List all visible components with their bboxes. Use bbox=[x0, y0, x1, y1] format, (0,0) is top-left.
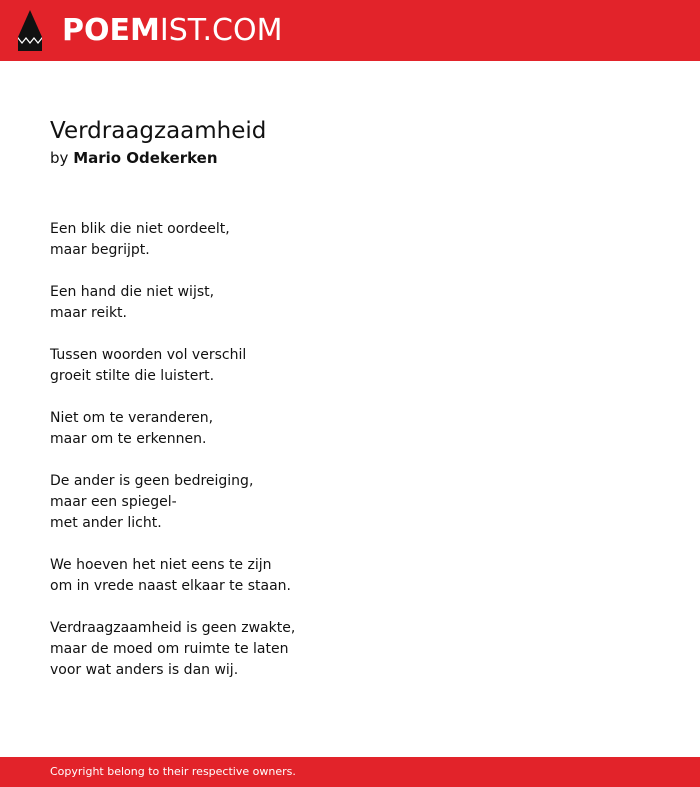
poem-line: maar begrijpt. bbox=[50, 242, 150, 258]
poem-line: groeit stilte die luistert. bbox=[50, 368, 215, 384]
stanza bbox=[50, 471, 650, 534]
logo-text-light: IST.COM bbox=[159, 13, 283, 48]
stanza bbox=[50, 555, 650, 597]
poem-line: maar de moed om ruimte te laten bbox=[50, 641, 289, 657]
poem-line: om in vrede naast elkaar te staan. bbox=[50, 578, 291, 594]
pencil-icon bbox=[18, 10, 42, 51]
site-header bbox=[0, 0, 700, 61]
stanza bbox=[50, 345, 650, 387]
by-label: by bbox=[50, 149, 69, 167]
poem-line: Niet om te veranderen, bbox=[50, 410, 214, 426]
poem-line: met ander licht. bbox=[50, 515, 162, 531]
poem-line: De ander is geen bedreiging, bbox=[50, 473, 254, 489]
poem-line: maar om te erkennen. bbox=[50, 431, 207, 447]
poem-byline bbox=[50, 147, 650, 169]
poem-line: maar reikt. bbox=[50, 305, 127, 321]
site-footer bbox=[0, 757, 700, 787]
poem-content bbox=[50, 115, 650, 702]
poem-line: Tussen woorden vol verschil bbox=[50, 347, 247, 363]
site-logo[interactable] bbox=[18, 10, 282, 51]
poem-line: We hoeven het niet eens te zijn bbox=[50, 557, 272, 573]
stanza bbox=[50, 282, 650, 324]
poem-body bbox=[50, 219, 650, 681]
logo-text bbox=[62, 10, 282, 51]
author-name: Mario Odekerken bbox=[73, 149, 218, 167]
poem-line: voor wat anders is dan wij. bbox=[50, 662, 239, 678]
copyright-notice: Copyright belong to their respective owners. bbox=[50, 765, 296, 778]
poem-title: Verdraagzaamheid bbox=[50, 118, 267, 144]
stanza bbox=[50, 219, 650, 261]
poem-line: Verdraagzaamheid is geen zwakte, bbox=[50, 620, 296, 636]
stanza bbox=[50, 408, 650, 450]
logo-text-bold: POEM bbox=[62, 13, 160, 48]
poem-line: Een hand die niet wijst, bbox=[50, 284, 215, 300]
poem-line: Een blik die niet oordeelt, bbox=[50, 221, 230, 237]
poem-line: maar een spiegel- bbox=[50, 494, 177, 510]
stanza bbox=[50, 618, 650, 681]
